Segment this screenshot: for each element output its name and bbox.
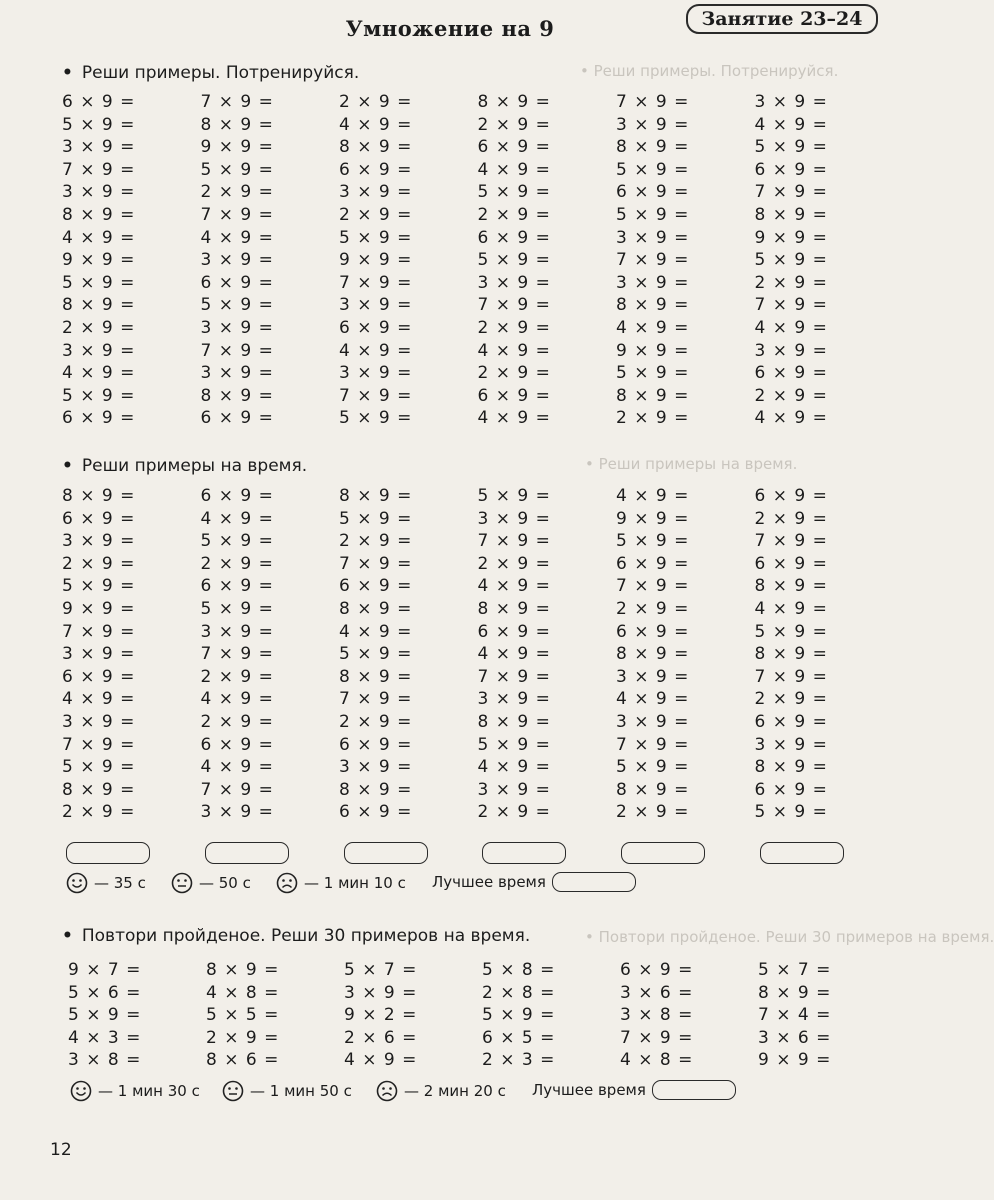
exercise-item: 3 × 9 =	[477, 779, 551, 800]
exercise-item: 3 × 9 =	[200, 802, 274, 823]
exercise-item: 5 × 9 =	[62, 576, 136, 597]
exercise-item: 4 × 9 =	[477, 340, 551, 361]
exercise-item: 9 × 9 =	[758, 1050, 832, 1071]
exercise-item: 7 × 9 =	[200, 205, 274, 225]
exercise-item: 2 × 9 =	[477, 318, 551, 338]
exercise-item: 7 × 9 =	[754, 295, 828, 316]
exercise-item: 6 × 9 =	[616, 553, 690, 574]
exercise-item: 5 × 9 =	[477, 734, 551, 755]
exercise-item: 3 × 9 =	[616, 227, 690, 248]
section3-legend-row	[70, 1080, 770, 1104]
exercise-item: 8 × 9 =	[616, 295, 690, 316]
exercise-item: 9 × 9 =	[754, 227, 828, 248]
exercise-item: 2 × 9 =	[200, 553, 274, 574]
exercise-item: 7 × 9 =	[62, 734, 136, 755]
exercise-item: 2 × 3 =	[482, 1050, 556, 1071]
exercise-item: 6 × 9 =	[754, 712, 828, 732]
exercise-item: 5 × 9 =	[616, 159, 690, 180]
exercise-item: 5 × 9 =	[477, 182, 551, 203]
exercise-item: 8 × 9 =	[339, 666, 413, 687]
exercise-item: 2 × 9 =	[754, 385, 828, 406]
exercise-item: 3 × 9 =	[62, 712, 136, 732]
exercise-item: 7 × 9 =	[477, 666, 551, 687]
exercise-item: 5 × 9 =	[62, 272, 136, 293]
exercise-item: 5 × 5 =	[206, 1005, 280, 1026]
exercise-item: 2 × 9 =	[200, 666, 274, 687]
section3-legend	[70, 1000, 770, 1024]
exercise-item: 4 × 9 =	[200, 757, 274, 778]
exercise-item: 5 × 9 =	[616, 531, 690, 552]
time-box[interactable]	[760, 842, 844, 864]
exercise-item: 6 × 9 =	[200, 408, 274, 429]
exercise-item: 7 × 9 =	[339, 689, 413, 710]
exercise-item: 4 × 9 =	[616, 486, 690, 506]
exercise-item: 2 × 9 =	[339, 712, 413, 732]
exercise-item: 8 × 9 =	[62, 779, 136, 800]
exercise-item: 8 × 9 =	[616, 385, 690, 406]
exercise-item: 5 × 9 =	[339, 227, 413, 248]
exercise-item: 7 × 9 =	[754, 666, 828, 687]
exercise-item: 3 × 9 =	[754, 340, 828, 361]
exercise-item: 7 × 9 =	[754, 531, 828, 552]
exercise-item: 8 × 9 =	[200, 385, 274, 406]
exercise-item: 5 × 9 =	[754, 802, 828, 823]
page-number: 12	[50, 1140, 72, 1160]
exercise-item: 5 × 9 =	[339, 408, 413, 429]
exercise-item: 5 × 7 =	[758, 960, 832, 980]
section3-heading	[62, 926, 530, 946]
exercise-item: 4 × 9 =	[477, 408, 551, 429]
exercise-item: 7 × 9 =	[339, 553, 413, 574]
exercise-item: 3 × 6 =	[620, 982, 694, 1003]
exercise-item: 2 × 6 =	[344, 1027, 418, 1048]
exercise-item: 4 × 8 =	[206, 982, 280, 1003]
legend-neutral	[171, 872, 251, 894]
exercise-item: 3 × 9 =	[616, 666, 690, 687]
exercise-item: 8 × 9 =	[62, 295, 136, 316]
legend-happy-text: — 1 мин 30 с	[98, 1082, 200, 1100]
exercise-item: 6 × 9 =	[339, 734, 413, 755]
exercise-item: 8 × 9 =	[754, 576, 828, 597]
lesson-badge: Занятие 23–24	[686, 4, 878, 34]
exercise-item: 2 × 9 =	[339, 205, 413, 225]
exercise-item: 6 × 9 =	[339, 802, 413, 823]
exercise-item: 3 × 9 =	[62, 644, 136, 665]
exercise-item: 3 × 8 =	[620, 1005, 694, 1026]
happy-face-icon	[66, 872, 88, 894]
exercise-item: 7 × 9 =	[477, 295, 551, 316]
exercise-item: 7 × 9 =	[200, 779, 274, 800]
exercise-item: 5 × 9 =	[200, 599, 274, 619]
exercise-item: 3 × 9 =	[339, 182, 413, 203]
exercise-item: 8 × 9 =	[477, 92, 551, 112]
exercise-item: 3 × 9 =	[62, 182, 136, 203]
exercise-item: 8 × 9 =	[339, 599, 413, 619]
exercise-item: 3 × 6 =	[758, 1027, 832, 1048]
exercise-item: 3 × 9 =	[477, 272, 551, 293]
exercise-item: 8 × 9 =	[754, 757, 828, 778]
legend-best-time	[532, 1080, 736, 1100]
exercise-item: 2 × 9 =	[62, 318, 136, 338]
exercise-item: 5 × 9 =	[616, 205, 690, 225]
exercise-item: 9 × 9 =	[200, 137, 274, 158]
exercise-item: 3 × 9 =	[754, 734, 828, 755]
exercise-item: 4 × 9 =	[339, 621, 413, 642]
exercise-item: 8 × 9 =	[754, 644, 828, 665]
best-time-label: Лучшее время	[532, 1081, 646, 1099]
legend-best-time	[432, 872, 636, 892]
exercise-item: 6 × 9 =	[200, 486, 274, 506]
exercise-item: 5 × 9 =	[200, 531, 274, 552]
exercise-item: 3 × 9 =	[339, 363, 413, 384]
exercise-item: 3 × 8 =	[68, 1050, 142, 1071]
exercise-item: 6 × 5 =	[482, 1027, 556, 1048]
exercise-item: 6 × 9 =	[200, 734, 274, 755]
exercise-item: 7 × 9 =	[200, 92, 274, 112]
exercise-item: 4 × 8 =	[620, 1050, 694, 1071]
exercise-item: 2 × 9 =	[477, 363, 551, 384]
exercise-item: 4 × 9 =	[616, 689, 690, 710]
exercise-item: 5 × 7 =	[344, 960, 418, 980]
exercise-item: 2 × 9 =	[754, 272, 828, 293]
exercise-item: 6 × 9 =	[754, 363, 828, 384]
exercise-item: 4 × 9 =	[477, 576, 551, 597]
exercise-item: 7 × 9 =	[339, 272, 413, 293]
section3-heading-text: Повтори пройденое. Реши 30 примеров на время.	[81, 926, 531, 946]
exercise-item: 2 × 9 =	[754, 689, 828, 710]
exercise-item: 8 × 6 =	[206, 1050, 280, 1071]
exercise-item: 5 × 9 =	[754, 137, 828, 158]
exercise-item: 9 × 9 =	[62, 599, 136, 619]
section1-heading-text: Реши примеры. Потренируйся.	[81, 63, 360, 83]
exercise-item: 4 × 3 =	[68, 1027, 142, 1048]
sad-face-icon	[376, 1080, 398, 1102]
exercise-item: 3 × 9 =	[200, 250, 274, 271]
exercise-item: 2 × 9 =	[616, 408, 690, 429]
legend-happy	[70, 1080, 200, 1102]
exercise-item: 7 × 9 =	[616, 92, 690, 112]
exercise-item: 7 × 9 =	[200, 644, 274, 665]
exercise-item: 4 × 9 =	[62, 227, 136, 248]
exercise-item: 5 × 9 =	[62, 385, 136, 406]
exercise-item: 3 × 9 =	[62, 340, 136, 361]
exercise-item: 7 × 4 =	[758, 1005, 832, 1026]
exercise-item: 8 × 9 =	[200, 114, 274, 135]
section1-heading	[62, 63, 359, 83]
exercise-item: 2 × 9 =	[616, 802, 690, 823]
exercise-item: 2 × 9 =	[206, 1027, 280, 1048]
exercise-item: 8 × 9 =	[616, 137, 690, 158]
exercise-item: 3 × 9 =	[477, 508, 551, 529]
neutral-face-icon	[222, 1080, 244, 1102]
exercise-item: 7 × 9 =	[616, 250, 690, 271]
exercise-item: 7 × 9 =	[754, 182, 828, 203]
exercise-item: 3 × 9 =	[62, 531, 136, 552]
exercise-item: 2 × 9 =	[477, 205, 551, 225]
exercise-item: 7 × 9 =	[339, 385, 413, 406]
exercise-item: 2 × 9 =	[477, 553, 551, 574]
exercise-item: 8 × 9 =	[754, 205, 828, 225]
exercise-item: 3 × 9 =	[616, 114, 690, 135]
exercise-item: 2 × 9 =	[62, 802, 136, 823]
legend-neutral	[222, 1080, 352, 1102]
exercise-item: 2 × 9 =	[339, 531, 413, 552]
exercise-item: 3 × 9 =	[616, 272, 690, 293]
exercise-item: 5 × 9 =	[754, 250, 828, 271]
exercise-item: 5 × 6 =	[68, 982, 142, 1003]
exercise-item: 4 × 9 =	[754, 599, 828, 619]
legend-sad-text: — 1 мин 10 с	[304, 874, 406, 892]
exercise-item: 5 × 9 =	[339, 508, 413, 529]
exercise-item: 8 × 9 =	[339, 486, 413, 506]
legend-sad	[276, 872, 406, 894]
exercise-item: 6 × 9 =	[62, 666, 136, 687]
bullet-icon: •	[62, 456, 73, 476]
exercise-item: 2 × 9 =	[616, 599, 690, 619]
happy-face-icon	[70, 1080, 92, 1102]
sad-face-icon	[276, 872, 298, 894]
exercise-item: 9 × 7 =	[68, 960, 142, 980]
exercise-item: 5 × 9 =	[616, 363, 690, 384]
exercise-item: 8 × 9 =	[616, 644, 690, 665]
exercise-item: 6 × 9 =	[477, 385, 551, 406]
exercise-item: 6 × 9 =	[477, 621, 551, 642]
exercise-item: 6 × 9 =	[200, 576, 274, 597]
exercise-item: 6 × 9 =	[339, 318, 413, 338]
exercise-item: 9 × 9 =	[62, 250, 136, 271]
exercise-item: 4 × 9 =	[339, 114, 413, 135]
exercise-item: 4 × 9 =	[200, 689, 274, 710]
exercise-item: 2 × 9 =	[339, 92, 413, 112]
exercise-item: 4 × 9 =	[754, 408, 828, 429]
exercise-item: 9 × 9 =	[339, 250, 413, 271]
exercise-item: 3 × 9 =	[616, 712, 690, 732]
exercise-item: 6 × 9 =	[339, 576, 413, 597]
bullet-icon: •	[62, 926, 73, 946]
exercise-item: 4 × 9 =	[62, 689, 136, 710]
best-time-label: Лучшее время	[432, 873, 546, 891]
exercise-item: 9 × 2 =	[344, 1005, 418, 1026]
exercise-item: 4 × 9 =	[200, 508, 274, 529]
legend-sad	[376, 1080, 506, 1102]
exercise-item: 6 × 9 =	[477, 227, 551, 248]
exercise-item: 3 × 9 =	[62, 137, 136, 158]
exercise-item: 6 × 9 =	[754, 553, 828, 574]
exercise-item: 7 × 9 =	[62, 621, 136, 642]
exercise-item: 2 × 9 =	[477, 114, 551, 135]
exercise-item: 4 × 9 =	[339, 340, 413, 361]
exercise-item: 4 × 9 =	[477, 757, 551, 778]
section2-heading	[62, 456, 307, 476]
exercise-item: 5 × 9 =	[68, 1005, 142, 1026]
exercise-item: 3 × 9 =	[200, 621, 274, 642]
exercise-item: 4 × 9 =	[344, 1050, 418, 1071]
exercise-item: 6 × 9 =	[754, 779, 828, 800]
exercise-item: 2 × 9 =	[477, 802, 551, 823]
exercise-item: 8 × 9 =	[477, 599, 551, 619]
exercise-item: 2 × 8 =	[482, 982, 556, 1003]
exercise-item: 5 × 9 =	[482, 1005, 556, 1026]
exercise-item: 5 × 9 =	[200, 159, 274, 180]
exercise-item: 9 × 9 =	[616, 508, 690, 529]
exercise-item: 3 × 9 =	[339, 757, 413, 778]
exercise-item: 6 × 9 =	[62, 92, 136, 112]
exercise-item: 4 × 9 =	[200, 227, 274, 248]
exercise-item: 7 × 9 =	[200, 340, 274, 361]
exercise-item: 2 × 9 =	[62, 553, 136, 574]
exercise-item: 5 × 8 =	[482, 960, 556, 980]
exercise-item: 3 × 9 =	[200, 363, 274, 384]
exercise-item: 8 × 9 =	[616, 779, 690, 800]
legend-happy	[66, 872, 146, 894]
exercise-item: 3 × 9 =	[344, 982, 418, 1003]
exercise-item: 8 × 9 =	[758, 982, 832, 1003]
section2-heading-text: Реши примеры на время.	[81, 456, 308, 476]
exercise-item: 7 × 9 =	[616, 734, 690, 755]
exercise-item: 6 × 9 =	[616, 182, 690, 203]
exercise-item: 6 × 9 =	[62, 408, 136, 429]
exercise-item: 7 × 9 =	[477, 531, 551, 552]
legend-sad-text: — 2 мин 20 с	[404, 1082, 506, 1100]
exercise-item: 3 × 9 =	[477, 689, 551, 710]
exercise-item: 6 × 9 =	[620, 960, 694, 980]
exercise-item: 2 × 9 =	[200, 712, 274, 732]
exercise-item: 7 × 9 =	[620, 1027, 694, 1048]
exercise-item: 4 × 9 =	[754, 318, 828, 338]
legend-neutral-text: — 50 с	[199, 874, 251, 892]
legend-neutral-text: — 1 мин 50 с	[250, 1082, 352, 1100]
exercise-item: 4 × 9 =	[616, 318, 690, 338]
exercise-item: 8 × 9 =	[62, 486, 136, 506]
exercise-item: 3 × 9 =	[339, 295, 413, 316]
exercise-item: 5 × 9 =	[754, 621, 828, 642]
exercise-item: 8 × 9 =	[339, 779, 413, 800]
exercise-item: 6 × 9 =	[754, 159, 828, 180]
section2-legend	[66, 872, 666, 896]
exercise-item: 5 × 9 =	[339, 644, 413, 665]
exercise-item: 5 × 9 =	[477, 486, 551, 506]
exercise-item: 3 × 9 =	[754, 92, 828, 112]
time-box[interactable]	[621, 842, 705, 864]
exercise-item: 8 × 9 =	[339, 137, 413, 158]
exercise-item: 6 × 9 =	[62, 508, 136, 529]
best-time-box[interactable]	[652, 1080, 736, 1100]
exercise-item: 6 × 9 =	[616, 621, 690, 642]
time-box[interactable]	[482, 842, 566, 864]
exercise-item: 7 × 9 =	[616, 576, 690, 597]
time-box[interactable]	[344, 842, 428, 864]
best-time-box[interactable]	[552, 872, 636, 892]
exercise-item: 2 × 9 =	[754, 508, 828, 529]
exercise-item: 4 × 9 =	[477, 159, 551, 180]
legend-happy-text: — 35 с	[94, 874, 146, 892]
exercise-item: 6 × 9 =	[200, 272, 274, 293]
page-title: Умножение на 9	[345, 16, 555, 41]
exercise-item: 4 × 9 =	[477, 644, 551, 665]
exercise-item: 6 × 9 =	[477, 137, 551, 158]
exercise-item: 8 × 9 =	[206, 960, 280, 980]
exercise-item: 2 × 9 =	[200, 182, 274, 203]
bullet-icon: •	[62, 63, 73, 83]
exercise-item: 3 × 9 =	[200, 318, 274, 338]
exercise-item: 5 × 9 =	[477, 250, 551, 271]
time-box[interactable]	[66, 842, 150, 864]
exercise-item: 4 × 9 =	[62, 363, 136, 384]
neutral-face-icon	[171, 872, 193, 894]
exercise-item: 5 × 9 =	[62, 757, 136, 778]
exercise-item: 5 × 9 =	[200, 295, 274, 316]
exercise-item: 6 × 9 =	[754, 486, 828, 506]
exercise-item: 8 × 9 =	[477, 712, 551, 732]
exercise-item: 6 × 9 =	[339, 159, 413, 180]
exercise-item: 9 × 9 =	[616, 340, 690, 361]
time-box[interactable]	[205, 842, 289, 864]
exercise-item: 4 × 9 =	[754, 114, 828, 135]
exercise-item: 5 × 9 =	[616, 757, 690, 778]
exercise-item: 8 × 9 =	[62, 205, 136, 225]
exercise-item: 7 × 9 =	[62, 159, 136, 180]
exercise-item: 5 × 9 =	[62, 114, 136, 135]
